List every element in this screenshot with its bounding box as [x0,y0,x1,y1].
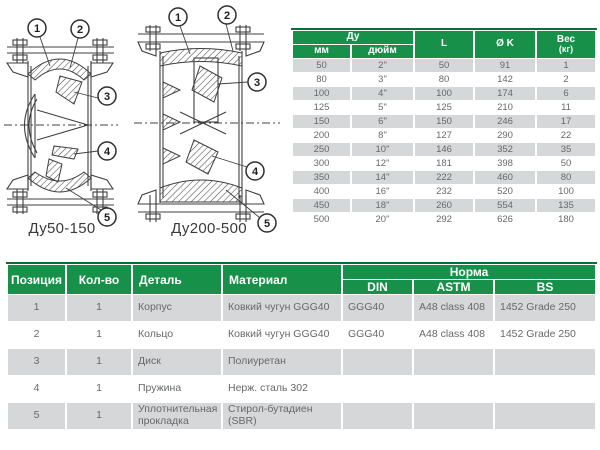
table-row [293,129,595,142]
table-row [293,73,595,86]
table-cell: 150 [293,115,350,128]
table-row [293,143,595,156]
table-row [293,115,595,128]
table-cell: 1 [537,59,595,72]
table-cell: 50 [415,59,473,72]
valve-diagram-du50-150 [4,6,132,246]
table-cell: Пружина [133,376,221,402]
table-row [8,403,595,429]
table-cell: 1 [67,376,131,402]
table-cell: 150 [415,115,473,128]
callout-1: 1 [174,12,182,24]
table-cell: A48 class 408 [414,295,493,321]
table-cell: 2 [8,322,65,348]
table-cell: 17 [537,115,595,128]
col-header-l: L [415,31,473,58]
col-header-material: Материал [223,265,341,294]
table-cell: 8" [352,129,413,142]
callout-5: 5 [263,218,271,230]
col-header-bs: BS [495,280,595,294]
table-cell: 2 [537,73,595,86]
table-cell: 398 [475,157,535,170]
col-header-du: Ду [293,31,413,44]
dimension-table-body [293,59,595,226]
table-cell: 10" [352,143,413,156]
table-cell: 100 [415,87,473,100]
table-cell: 12" [352,157,413,170]
table-cell: 290 [475,129,535,142]
table-cell: 18" [352,199,413,212]
table-cell: 181 [415,157,473,170]
table-cell: 22 [537,129,595,142]
table-cell [495,349,595,375]
diagram-label-du50-150: Ду50-150 [28,220,96,237]
col-header-qty: Кол-во [67,265,131,294]
table-row [293,171,595,184]
valve-section-hatching [28,59,91,192]
table-cell: 50 [537,157,595,170]
table-cell: 1 [67,295,131,321]
table-cell: 626 [475,213,535,226]
table-cell: 5 [8,403,65,429]
table-row [293,87,595,100]
table-cell: 210 [475,101,535,114]
table-cell: GGG40 [343,295,412,321]
table-cell: 80 [293,73,350,86]
table-row [8,322,595,348]
col-header-k: Ø K [475,31,535,58]
col-header-din: DIN [343,280,412,294]
table-cell: Нерж. сталь 302 [223,376,341,402]
table-cell: 1452 Grade 250 [495,295,595,321]
table-cell: 127 [415,129,473,142]
table-cell: Полиуретан [223,349,341,375]
callout-5: 5 [103,212,111,224]
table-cell [495,376,595,402]
table-cell: 125 [293,101,350,114]
parts-table [6,262,597,430]
callout-3: 3 [253,77,261,89]
table-cell [414,403,493,429]
table-cell: 11 [537,101,595,114]
callout-2: 2 [223,10,231,22]
table-cell: 222 [415,171,473,184]
callout-3: 3 [103,91,111,103]
table-row [293,59,595,72]
table-cell: 460 [475,171,535,184]
table-row [293,101,595,114]
callout-4: 4 [103,146,111,158]
table-cell: 250 [293,143,350,156]
table-cell: 80 [537,171,595,184]
table-cell: 142 [475,73,535,86]
table-cell: 20" [352,213,413,226]
table-cell: Ковкий чугун GGG40 [223,322,341,348]
table-cell: 4" [352,87,413,100]
table-cell: 100 [537,185,595,198]
table-cell: 260 [415,199,473,212]
table-cell: 292 [415,213,473,226]
table-row [293,157,595,170]
table-cell: Корпус [133,295,221,321]
table-cell: 300 [293,157,350,170]
table-row [293,185,595,198]
table-cell: A48 class 408 [414,322,493,348]
table-row [8,295,595,321]
table-cell: Ковкий чугун GGG40 [223,295,341,321]
table-cell: 1 [8,295,65,321]
table-cell: 350 [293,171,350,184]
table-cell: 246 [475,115,535,128]
table-cell: 146 [415,143,473,156]
table-cell: 1 [67,322,131,348]
table-cell: 352 [475,143,535,156]
table-cell: Кольцо [133,322,221,348]
table-cell: 450 [293,199,350,212]
table-cell: 174 [475,87,535,100]
table-cell: 3 [8,349,65,375]
weight-unit-label: (кг) [558,44,574,55]
table-cell: 3" [352,73,413,86]
col-header-weight [537,31,595,58]
table-cell: Стирол-бутадиен (SBR) [223,403,341,429]
table-cell: 16" [352,185,413,198]
table-row [293,199,595,212]
diagram-label-du200-500: Ду200-500 [171,220,247,237]
table-cell [414,376,493,402]
table-cell: 232 [415,185,473,198]
table-cell [343,403,412,429]
table-cell: 135 [537,199,595,212]
table-row [8,376,595,402]
table-cell: 6 [537,87,595,100]
weight-label: Вес [556,33,576,45]
table-row [8,349,595,375]
table-cell: 35 [537,143,595,156]
table-cell: 554 [475,199,535,212]
table-cell: 1 [67,403,131,429]
table-cell: GGG40 [343,322,412,348]
table-cell [495,403,595,429]
table-cell: 50 [293,59,350,72]
callout-2: 2 [76,24,84,36]
table-cell: Диск [133,349,221,375]
dimension-table-header [293,31,595,58]
table-cell: 400 [293,185,350,198]
table-cell: 91 [475,59,535,72]
table-cell: 4 [8,376,65,402]
table-cell: 1 [67,349,131,375]
table-cell: 1452 Grade 250 [495,322,595,348]
table-cell: 180 [537,213,595,226]
table-cell: 14" [352,171,413,184]
dimension-table [291,28,597,227]
table-cell [343,376,412,402]
callout-4: 4 [251,166,259,178]
valve-section-hatching [160,49,242,203]
table-cell: Уплотнительная прокладка [133,403,221,429]
table-row [293,213,595,226]
table-cell: 6" [352,115,413,128]
col-header-norm: Норма [343,265,595,279]
table-cell [414,349,493,375]
col-header-position: Позиция [8,265,65,294]
table-cell: 80 [415,73,473,86]
col-header-inch: дюйм [352,45,413,58]
table-cell: 2" [352,59,413,72]
callout-1: 1 [33,23,41,35]
valve-diagram-du200-500 [134,4,286,246]
table-cell: 520 [475,185,535,198]
table-cell: 125 [415,101,473,114]
table-cell: 200 [293,129,350,142]
col-header-part: Деталь [133,265,221,294]
table-cell: 500 [293,213,350,226]
table-cell [343,349,412,375]
parts-table-header [8,265,595,294]
col-header-astm: ASTM [414,280,493,294]
parts-table-body [8,295,595,429]
col-header-mm: мм [293,45,350,58]
table-cell: 5" [352,101,413,114]
table-cell: 100 [293,87,350,100]
